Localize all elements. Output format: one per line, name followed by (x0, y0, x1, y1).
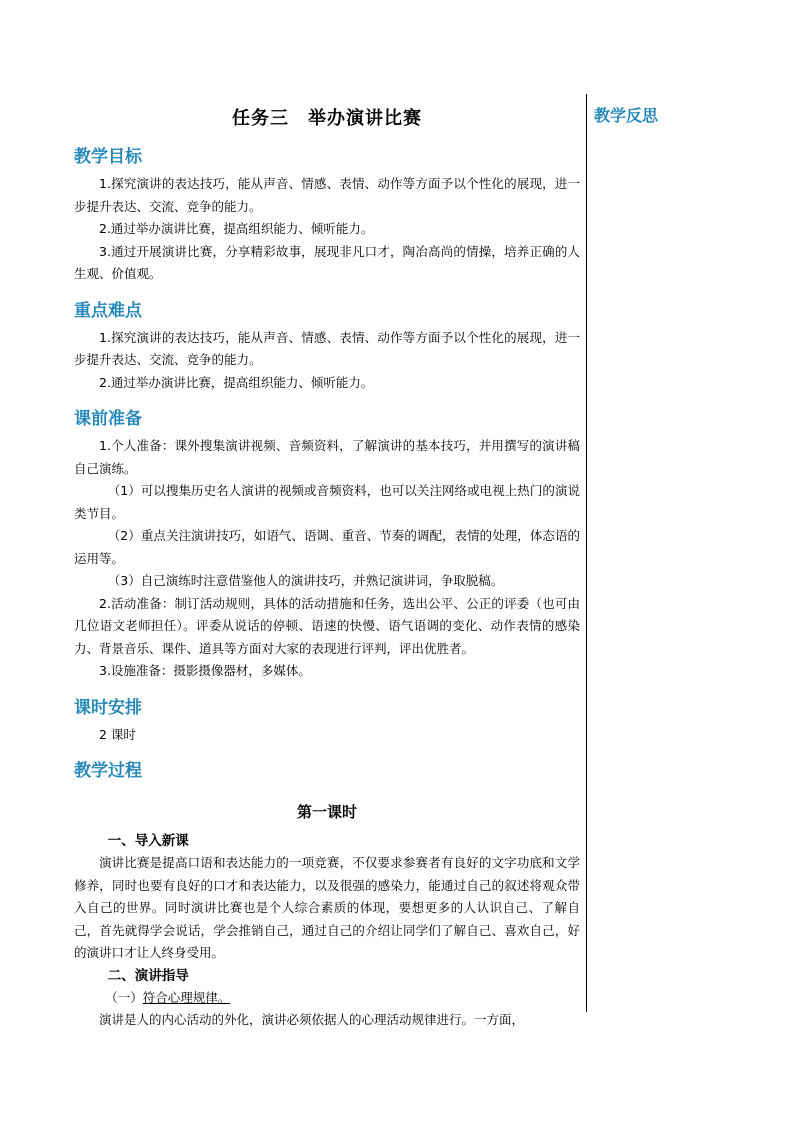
key-points-heading: 重点难点 (74, 300, 142, 321)
page-title: 任务三 举办演讲比赛 (232, 108, 422, 129)
part2-title: 二、演讲指导 (107, 967, 189, 984)
part2-subtitle-text: 符合心理规律。 (142, 989, 231, 1005)
goal-item: 3.通过开展演讲比赛，分享精彩故事，展现非凡口才，陶冶高尚的情操，培养正确的人生观、价值观。 (74, 243, 580, 281)
goals-heading: 教学目标 (74, 147, 142, 167)
process-heading: 教学过程 (74, 761, 142, 781)
part2-text: 演讲是人的内心活动的外化，演讲必须依据人的心理活动规律进行。一方面， (99, 1011, 525, 1027)
part1-title: 一、导入新课 (107, 833, 189, 849)
preparation-personal-2: （2）重点关注演讲技巧，如语气、语调、重音、节奏的调配，表情的处理，体态语的运用等。 (74, 528, 580, 566)
preparation-personal-3: （3）自己演练时注意借鉴他人的演讲技巧，并熟记演讲词，争取脱稿。 (107, 573, 504, 588)
schedule-heading: 课时安排 (74, 697, 142, 718)
key-point-item: 2.通过举办演讲比赛，提高组织能力、倾听能力。 (99, 374, 374, 390)
preparation-personal: 1.个人准备：课外搜集演讲视频、音频资料，了解演讲的基本技巧，并用撰写的演讲稿自己演练。 (74, 438, 580, 476)
part2-subtitle (74, 987, 580, 1009)
goal-item: 1.探究演讲的表达技巧，能从声音、情感、表情、动作等方面予以个性化的展现，进一步提升表达、交流、竞争的能力。 (74, 176, 580, 214)
reflection-heading: 教学反思 (594, 106, 659, 125)
part1-text: 演讲比赛是提高口语和表达能力的一项竞赛，不仅要求参赛者有良好的文字功底和文学修养，同时也要有良好的口才和表达能力，以及很强的感染力，能通过自己的叙述将观众带入自己的世界。同时演讲比赛也是个人综合素质的体现，要想更多的人认识自己、了解自己，首先就得学会说话，学会推销自己，通过自己的介绍让同学们了解自己、喜欢自己，好的演讲口才让人终身受用。 (74, 855, 580, 960)
schedule-text: 2 课时 (99, 726, 136, 742)
column-divider (586, 94, 587, 1012)
key-point-item: 1.探究演讲的表达技巧，能从声音、情感、表情、动作等方面予以个性化的展现，进一步提升表达、交流、竞争的能力。 (74, 329, 580, 367)
part2-subtitle-prefix: （一） (105, 989, 143, 1005)
main-column (74, 96, 580, 1031)
preparation-heading: 课前准备 (74, 409, 142, 429)
goal-item: 2.通过举办演讲比赛，提高组织能力、倾听能力。 (99, 221, 374, 236)
preparation-facility: 3.设施准备：摄影摄像器材，多媒体。 (99, 663, 311, 678)
lesson-title: 第一课时 (296, 803, 357, 821)
preparation-activity: 2.活动准备：制订活动规则，具体的活动措施和任务，选出公平、公正的评委（也可由几位语文老师担任）。评委从说话的停顿、语速的快慢、语气语调的变化、动作表情的感染力、背景音乐、课件、道具等方面对大家的表现进行评判，评出优胜者。 (74, 595, 580, 656)
preparation-personal-1: （1）可以搜集历史名人演讲的视频或音频资料，也可以关注网络或电视上热门的演说类节目。 (74, 483, 580, 521)
